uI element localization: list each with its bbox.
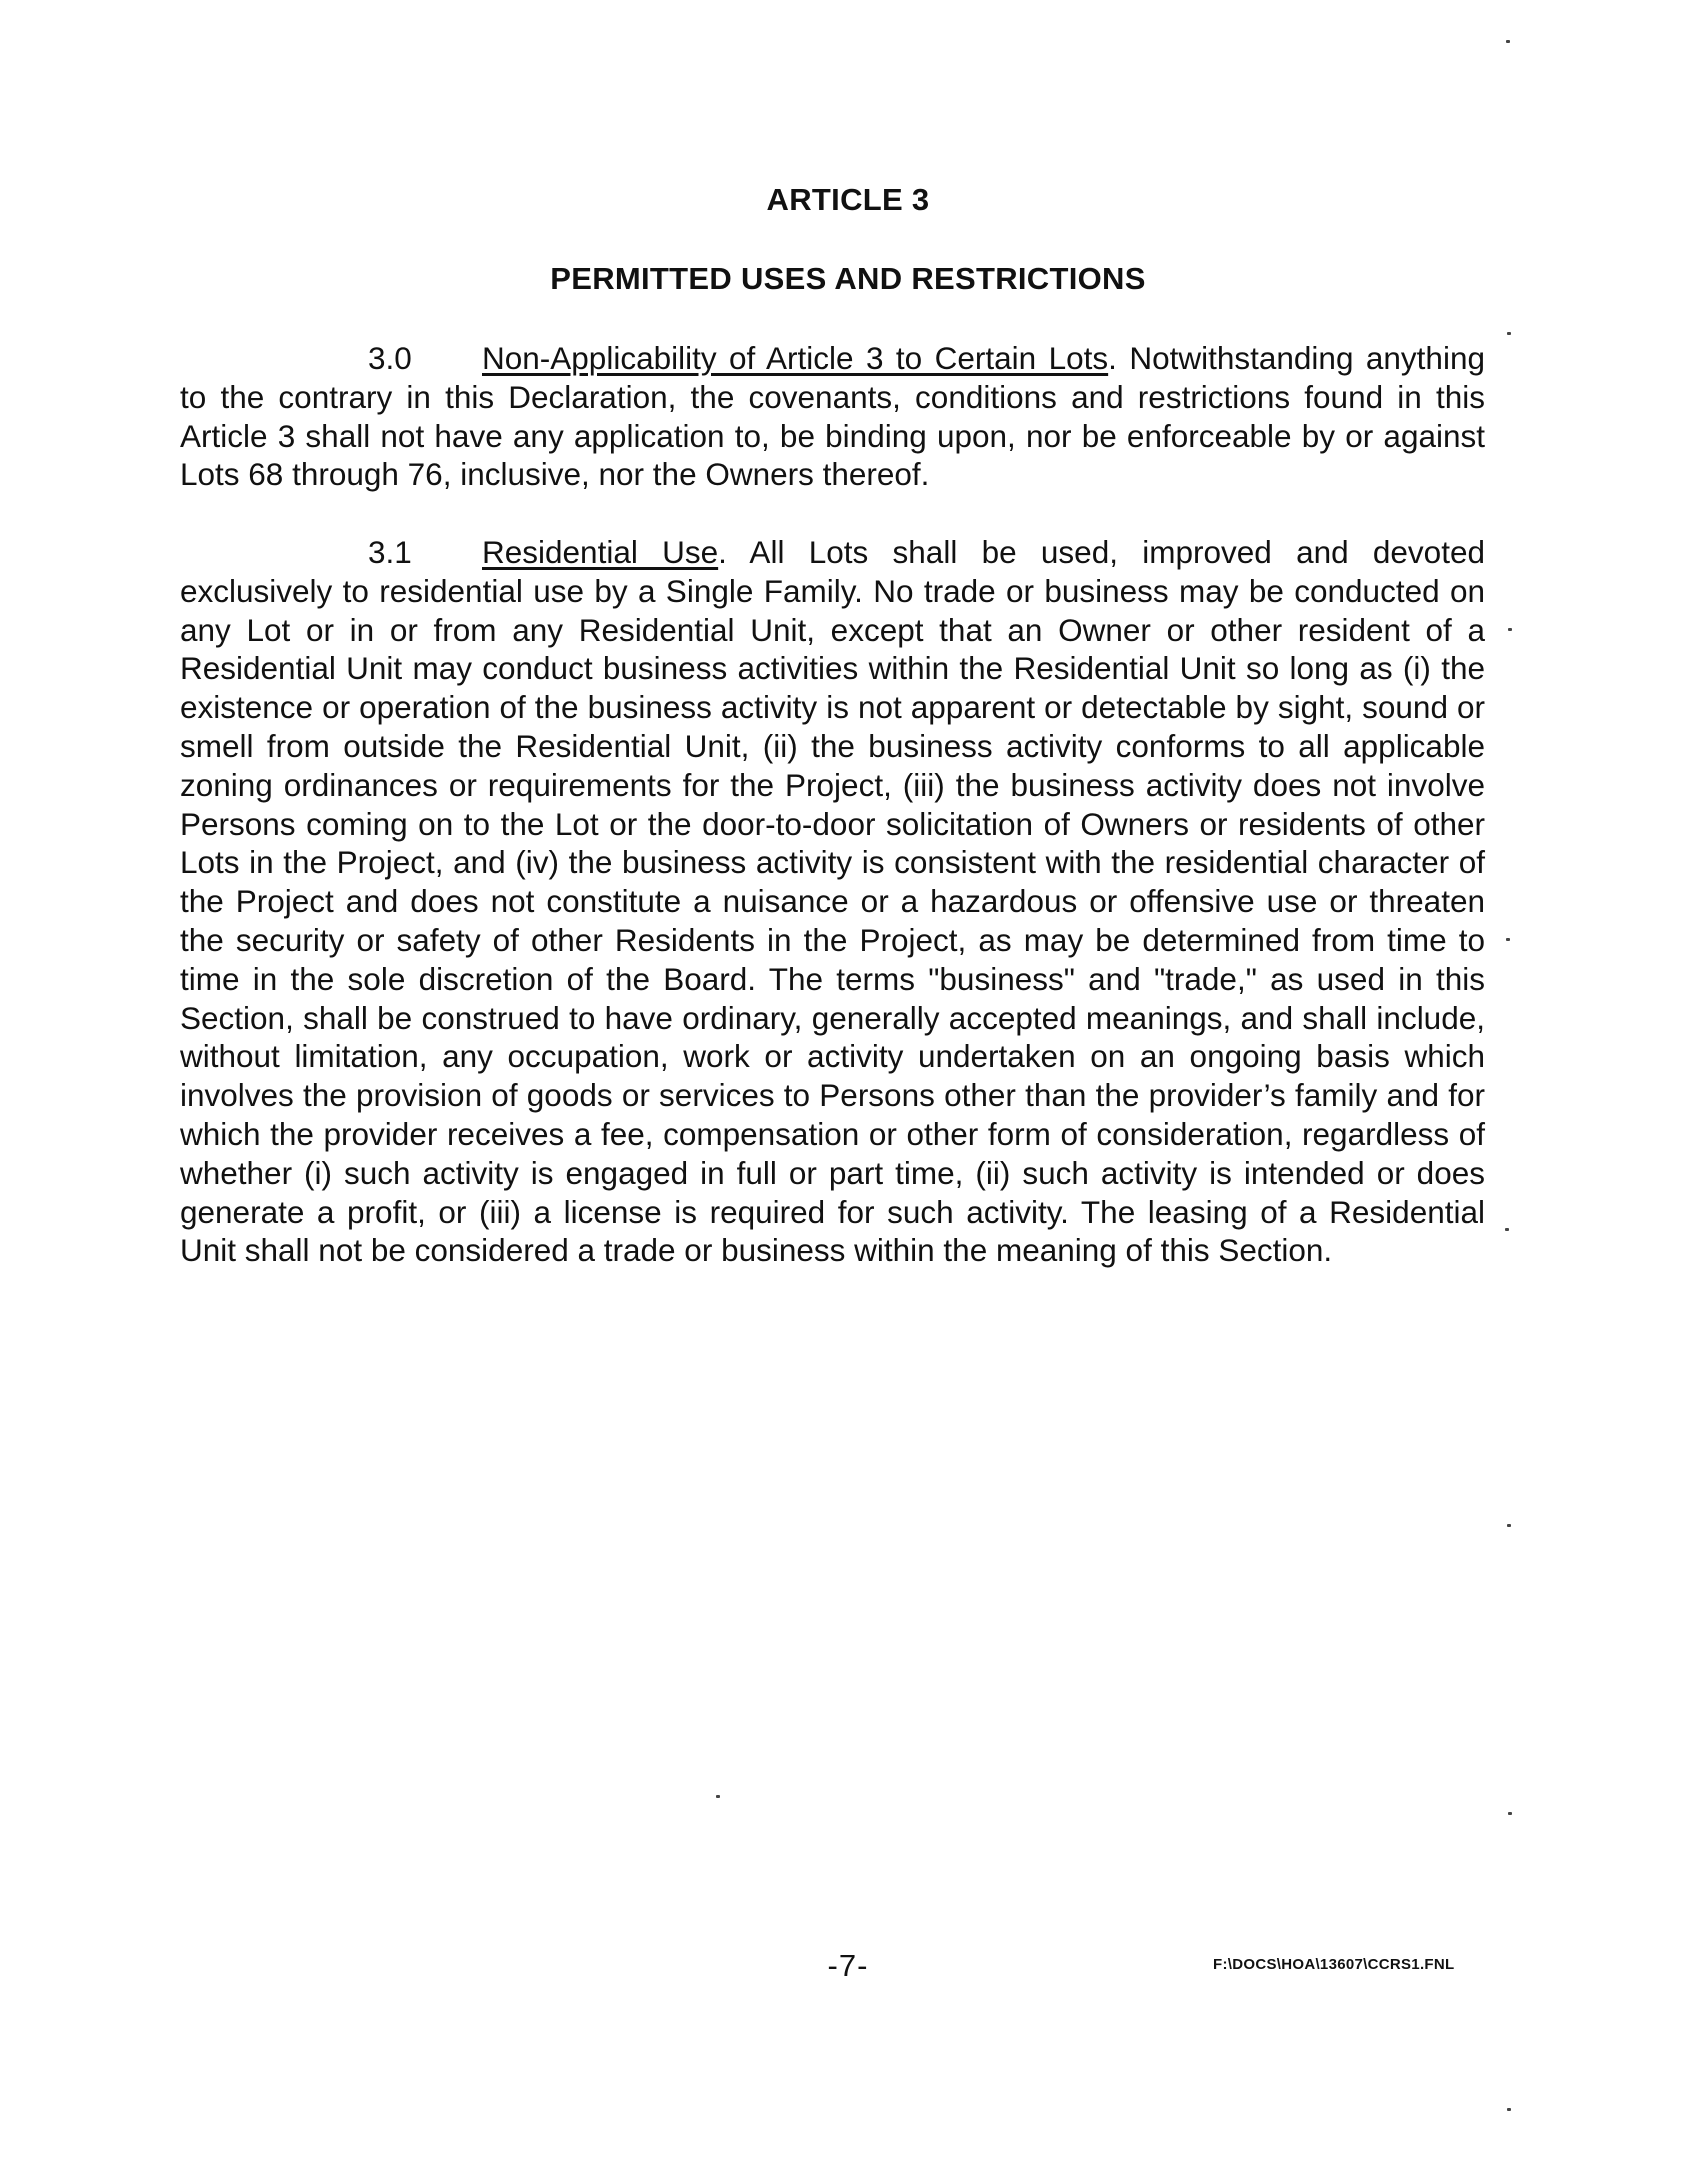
section-title: Non-Applicability of Article 3 to Certain Lots <box>482 340 1109 376</box>
scan-speck <box>1507 2108 1511 2111</box>
article-title: PERMITTED USES AND RESTRICTIONS <box>550 261 1146 296</box>
scan-speck <box>1508 628 1512 631</box>
file-path: F:\DOCS\HOA\13607\CCRS1.FNL <box>1213 1956 1455 1973</box>
scan-speck <box>1505 1228 1509 1231</box>
scan-speck <box>1508 1812 1512 1815</box>
article-number: ARTICLE 3 <box>766 182 930 217</box>
scan-speck <box>1507 332 1511 335</box>
page-number: -7- <box>827 1948 869 1983</box>
section-3-0 <box>180 339 1485 494</box>
section-title: Residential Use <box>482 534 719 570</box>
scan-speck <box>716 1795 720 1798</box>
section-3-1 <box>180 533 1485 1270</box>
section-body: . Notwithstanding anything to the contrary in this Declaration, the covenants, conditions and restrictions found in this Article 3 shall not have any application to, be binding upon, nor be enforceable by or against Lots 68 through 76, inclusive, nor the Owners thereof. <box>180 340 1485 493</box>
scan-speck <box>1506 938 1510 941</box>
section-body: . All Lots shall be used, improved and devoted exclusively to residential use by a Single Family. No trade or business may be conducted on any Lot or in or from any Residential Unit, except that an Owner or other resident of a Residential Unit may conduct business activities within the Residential Unit so long as (i) the existence or operation of the business activity is not apparent or detectable by sight, sound or smell from outside the Residential Unit, (ii) the business activity conforms to all applicable zoning ordinances or requirements for the Project, (iii) the business activity does not involve Persons coming on to the Lot or the door-to-door solicitation of Owners or residents of other Lots in the Project, and (iv) the business activity is consistent with the residential character of the Project and does not constitute a nuisance or a hazardous or offensive use or threaten the security or safety of other Residents in the Project, as may be determined from time to time in the sole discretion of the Board. The terms "business" and "trade," as used in this Section, shall be construed to have ordinary, generally accepted meanings, and shall include, without limitation, any occupation, work or activity undertaken on an ongoing basis which involves the provision of goods or services to Persons other than the provider’s family and for which the provider receives a fee, compensation or other form of consideration, regardless of whether (i) such activity is engaged in full or part time, (ii) such activity is intended or does generate a profit, or (iii) a license is required for such activity. The leasing of a Residential Unit shall not be considered a trade or business within the meaning of this Section. <box>180 534 1485 1269</box>
section-number: 3.0 <box>368 340 412 376</box>
scan-speck <box>1506 40 1510 43</box>
section-number: 3.1 <box>368 534 412 570</box>
scan-speck <box>1507 1524 1511 1527</box>
